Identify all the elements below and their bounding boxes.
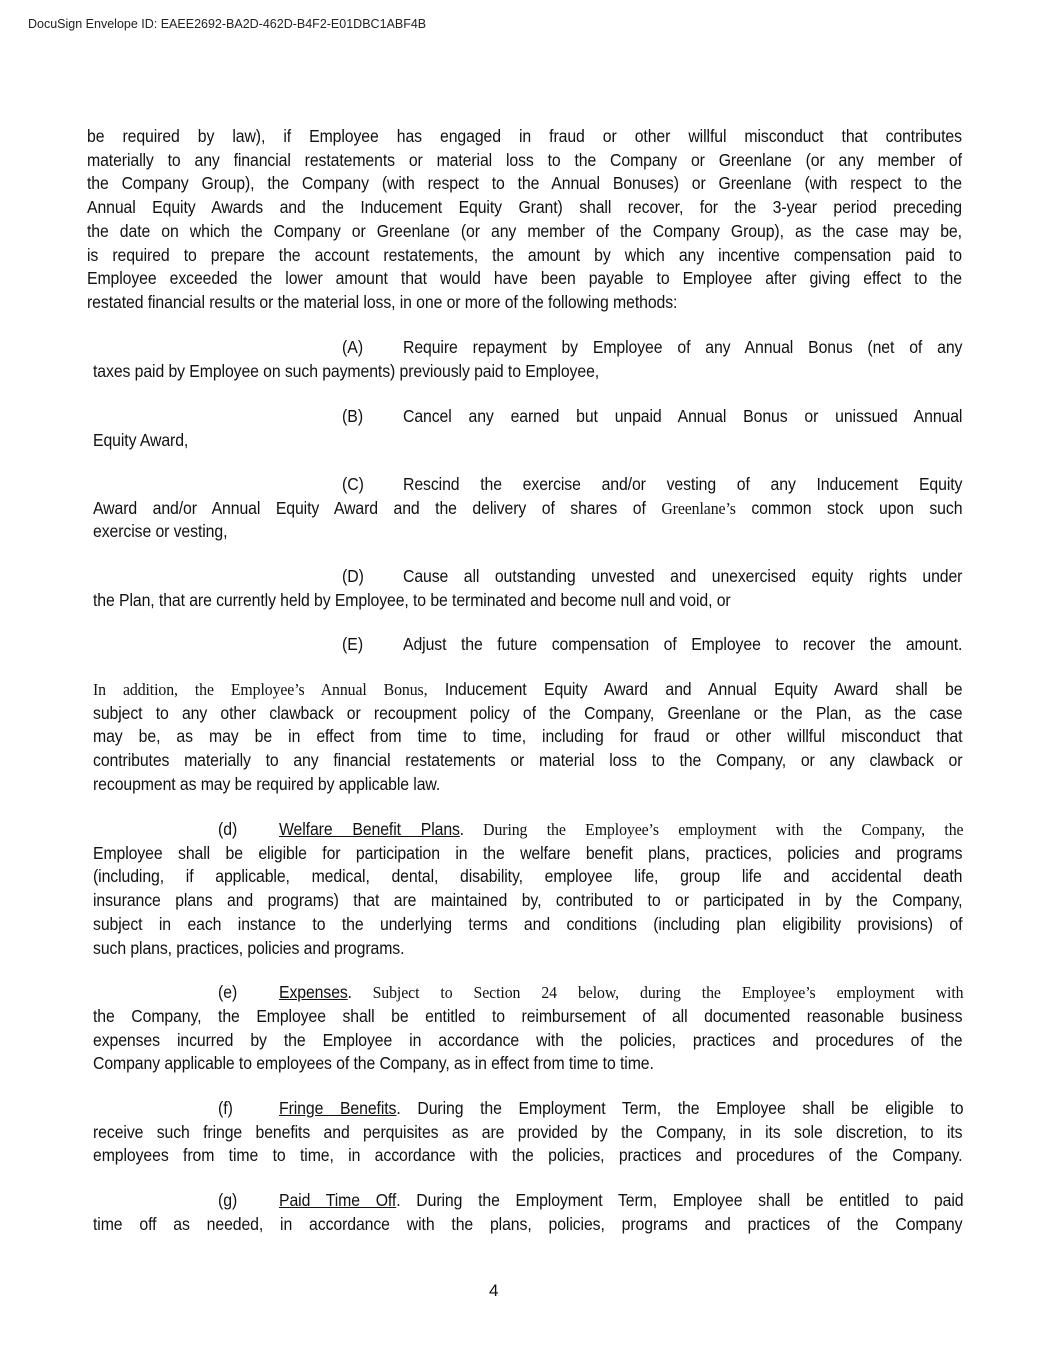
text-line: Annual Equity Awards and the Inducement Equity Grant) shall recover, for the 3-year period preceding xyxy=(87,197,962,217)
text-line: is required to prepare the account restatements, the amount by which any incentive compensation paid to xyxy=(87,245,962,265)
section-label: (e) xyxy=(218,982,238,1002)
text-line: may be, as may be in effect from time to time, including for fraud or other willful misconduct that xyxy=(93,726,963,746)
text-line: the Company, the Employee shall be entitled to reimbursement of all documented reasonable business xyxy=(93,1006,963,1026)
text-line: (including, if applicable, medical, dental, disability, employee life, group life and accidental death xyxy=(93,866,963,886)
text-line: subject in each instance to the underlying terms and conditions (including plan eligibility provisions) of xyxy=(93,914,963,934)
text-segment: . During the Employee’s employment with the Company, the xyxy=(459,820,964,839)
method-label: (B) xyxy=(342,406,364,426)
text-line: employees from time to time, in accordance with the policies, practices and procedures of the Company. xyxy=(93,1145,963,1165)
text-line: Employee shall be eligible for participation in the welfare benefit plans, practices, policies and programs xyxy=(93,843,963,863)
text-line: the date on which the Company or Greenlane (or any member of the Company Group), as the case may be, xyxy=(87,221,962,241)
text-line: contributes materially to any financial restatements or material loss to the Company, or any clawback or xyxy=(93,750,963,770)
text-segment: Inducement Equity Award and Annual Equity Award shall be xyxy=(427,679,963,699)
text-segment: . During the Employment Term, Employee shall be entitled to paid xyxy=(396,1190,964,1210)
text-line: recoupment as may be required by applicable law. xyxy=(93,774,441,794)
method-label: (A) xyxy=(342,337,364,357)
text-line: Require repayment by Employee of any Annual Bonus (net of any xyxy=(403,337,963,357)
text-line: such plans, practices, policies and programs. xyxy=(93,938,405,958)
text-line: subject to any other clawback or recoupment policy of the Company, Greenlane or the Plan, as the case xyxy=(93,703,963,723)
text-line: restated financial results or the material loss, in one or more of the following methods: xyxy=(87,292,678,312)
text-line: the Company Group), the Company (with respect to the Annual Bonuses) or Greenlane (with respect to the xyxy=(87,173,962,193)
method-label: (E) xyxy=(342,634,364,654)
text-line: Adjust the future compensation of Employee to recover the amount. xyxy=(403,634,963,654)
text-line: materially to any financial restatements or material loss to the Company or Greenlane (or any member of xyxy=(87,150,962,170)
text-segment: Award and/or Annual Equity Award and the delivery of shares of xyxy=(93,498,662,518)
text-line xyxy=(93,497,962,521)
text-line: insurance plans and programs) that are maintained by, contributed to or participated in by the Company, xyxy=(93,890,963,910)
text-line: Company applicable to employees of the Company, as in effect from time to time. xyxy=(93,1053,654,1073)
section-title: Fringe Benefits xyxy=(279,1098,397,1118)
text-line: Cause all outstanding unvested and unexercised equity rights under xyxy=(403,566,963,586)
docusign-envelope-id: DocuSign Envelope ID: EAEE2692-BA2D-462D-B4F2-E01DBC1ABF4B xyxy=(28,17,427,31)
text-line: exercise or vesting, xyxy=(93,521,228,541)
text-segment: . During the Employment Term, the Employee shall be eligible to xyxy=(396,1098,964,1118)
text-line: Rescind the exercise and/or vesting of any Inducement Equity xyxy=(403,474,963,494)
text-line xyxy=(279,981,963,1005)
section-label: (d) xyxy=(218,819,238,839)
text-line: Cancel any earned but unpaid Annual Bonus or unissued Annual xyxy=(403,406,963,426)
section-label: (f) xyxy=(218,1098,233,1118)
text-line: be required by law), if Employee has engaged in fraud or other willful misconduct that contributes xyxy=(87,126,962,146)
section-title: Welfare Benefit Plans xyxy=(279,819,460,839)
text-line xyxy=(93,678,962,702)
page-number: 4 xyxy=(489,1281,499,1300)
method-label: (D) xyxy=(342,566,364,586)
text-line: expenses incurred by the Employee in accordance with the policies, practices and procedures of the xyxy=(93,1030,963,1050)
text-line: the Plan, that are currently held by Employee, to be terminated and become null and void, or xyxy=(93,590,731,610)
text-line: time off as needed, in accordance with the plans, policies, programs and practices of the Company xyxy=(93,1214,963,1234)
text-segment: common stock upon such xyxy=(735,498,963,518)
section-label: (g) xyxy=(218,1190,238,1210)
text-segment: In addition, the Employee’s Annual Bonus, xyxy=(93,680,428,699)
text-line: receive such fringe benefits and perquisites as are provided by the Company, in its sole discretion, to its xyxy=(93,1122,963,1142)
text-line xyxy=(279,1097,963,1121)
text-line: taxes paid by Employee on such payments) previously paid to Employee, xyxy=(93,361,600,381)
text-segment: . Subject to Section 24 below, during the Employee’s employment with xyxy=(347,983,964,1002)
text-line: Equity Award, xyxy=(93,430,189,450)
method-label: (C) xyxy=(342,474,364,494)
text-line: Employee exceeded the lower amount that would have been payable to Employee after giving effect to the xyxy=(87,268,962,288)
text-line xyxy=(279,1189,963,1213)
greenlane-serif-text: Greenlane’s xyxy=(661,499,736,518)
text-line xyxy=(279,818,963,842)
section-title: Expenses xyxy=(279,982,348,1002)
section-title: Paid Time Off xyxy=(279,1190,397,1210)
